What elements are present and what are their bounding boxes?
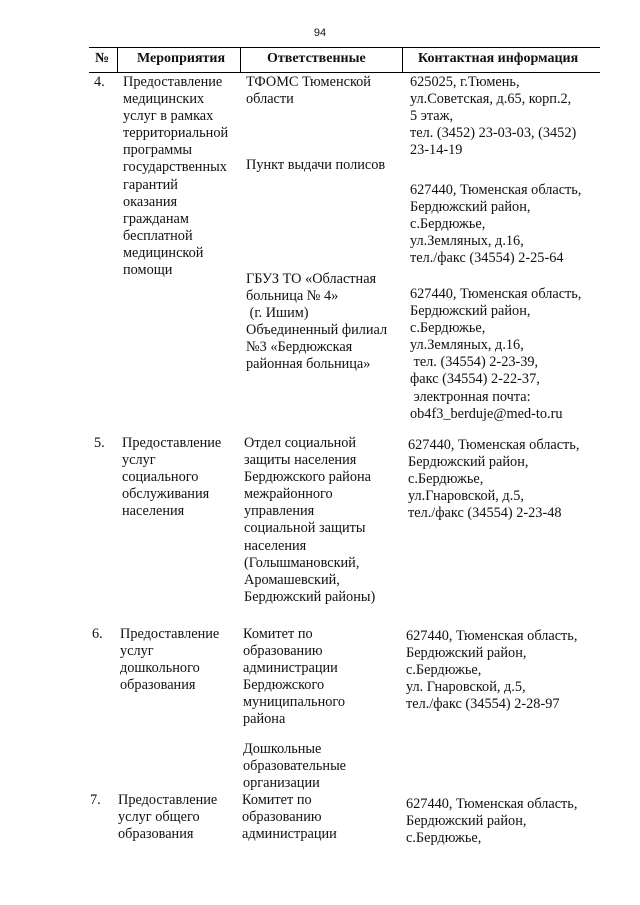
header-divider [402, 47, 403, 72]
contact-cell: 627440, Тюменская область, Бердюжский район, с.Бердюжье, ул.Земляных, д.16, тел. (34554) 2-23-39, факс (34554) 2-22-37, электронная почта: ob4f3_berduje@med-to.ru [410, 286, 582, 422]
event-cell: Предоставление услуг социального обслуживания населения [122, 435, 222, 520]
responsible-cell: ТФОМС Тюменской области [246, 74, 371, 108]
responsible-cell: Комитет по образованию администрации Бердюжского муниципального района [243, 626, 346, 728]
responsible-cell: Дошкольные образовательные организации [243, 741, 347, 792]
header-divider [117, 47, 118, 72]
event-cell: Предоставление услуг общего образования [118, 792, 218, 843]
row-number: 4. [94, 74, 105, 90]
row-number: 6. [92, 626, 103, 642]
table-header [89, 47, 600, 73]
contact-cell: 627440, Тюменская область, Бердюжский район, с.Бердюжье, ул.Гнаровской, д.5, тел./факс (34554) 2-23-48 [408, 437, 580, 522]
contact-cell: 627440, Тюменская область, Бердюжский район, с.Бердюжье, ул.Земляных, д.16, тел./факс (34554) 2-25-64 [410, 182, 582, 267]
header-num: № [95, 51, 110, 66]
contact-cell: 627440, Тюменская область, Бердюжский район, с.Бердюжье, ул. Гнаровской, д.5, тел./факс (34554) 2-28-97 [406, 628, 578, 713]
event-cell: Предоставление медицинских услуг в рамках территориальной программы государственных гарантий оказания гражданам бесплатной медицинской помощи [123, 74, 229, 279]
responsible-cell: Комитет по образованию администрации [242, 792, 337, 843]
row-number: 7. [90, 792, 101, 808]
responsible-cell: Отдел социальной защиты населения Бердюжского района межрайонного управления социальной защиты населения (Голышмановский, Аромашевский, Бердюжский районы) [244, 435, 376, 605]
header-contact: Контактная информация [418, 51, 579, 66]
event-cell: Предоставление услуг дошкольного образования [120, 626, 220, 694]
contact-cell: 625025, г.Тюмень, ул.Советская, д.65, корп.2, 5 этаж, тел. (3452) 23-03-03, (3452) 23-14-19 [410, 74, 577, 159]
header-divider [240, 47, 241, 72]
row-number: 5. [94, 435, 105, 451]
header-event: Мероприятия [137, 51, 226, 66]
header-responsible: Ответственные [267, 51, 366, 66]
responsible-cell: ГБУЗ ТО «Областная больница № 4» (г. Ишим) Объединенный филиал №3 «Бердюжская районная больница» [246, 271, 388, 373]
responsible-cell: Пункт выдачи полисов [246, 157, 386, 173]
page-number: 94 [313, 27, 327, 39]
contact-cell: 627440, Тюменская область, Бердюжский район, с.Бердюжье, [406, 796, 578, 847]
